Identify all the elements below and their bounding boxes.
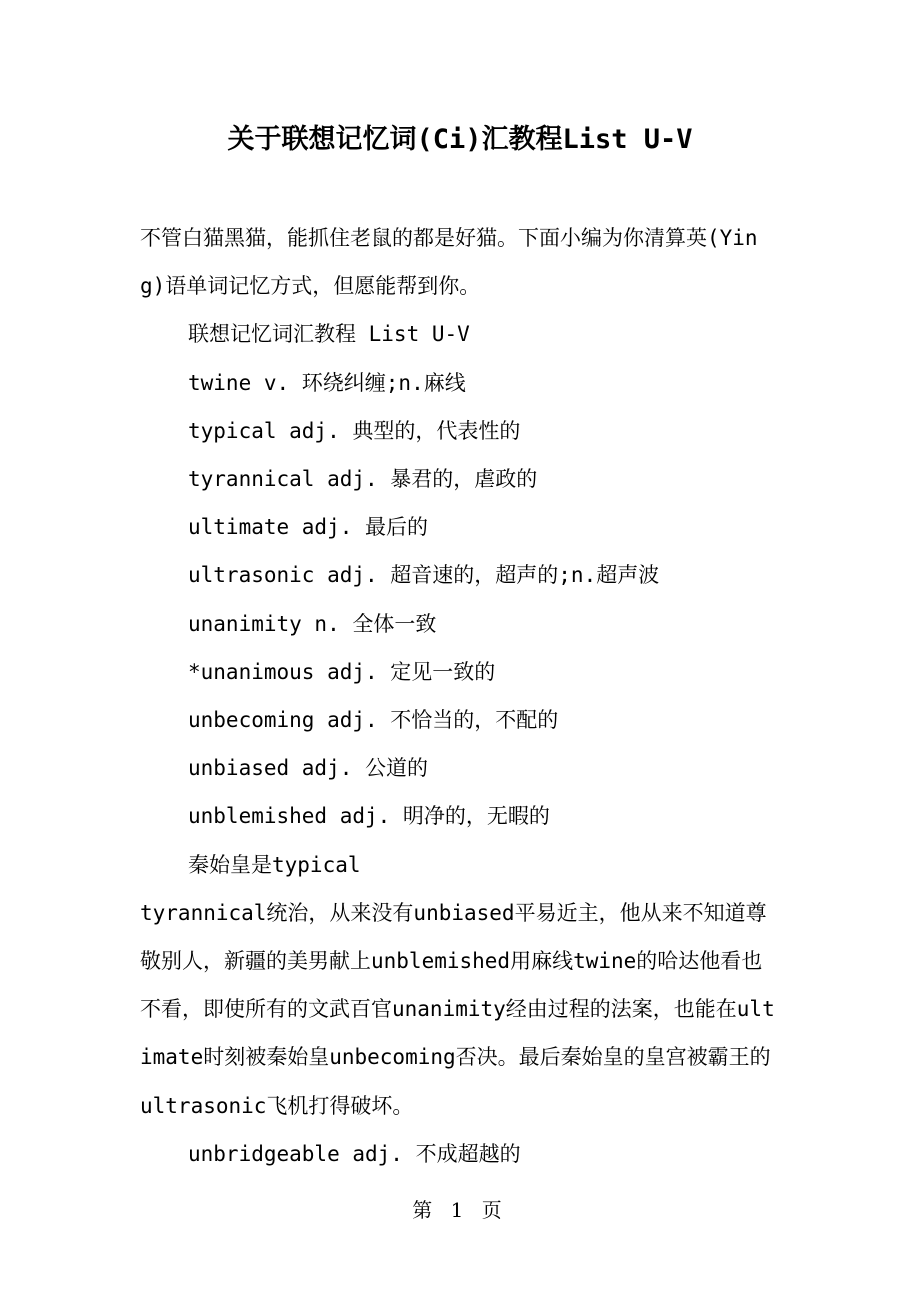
vocab-entry: unbridgeable adj. 不成超越的 <box>188 1141 521 1166</box>
vocab-entry: unbecoming adj. 不恰当的，不配的 <box>188 708 559 733</box>
vocab-entry: unbiased adj. 公道的 <box>188 756 429 781</box>
vocab-entry: typical adj. 典型的，代表性的 <box>188 418 521 443</box>
intro-paragraph: 不管白猫黑猫，能抓住老鼠的都是好猫。下面小编为你清算英(Ying)语单词记忆方式，但愿能帮到你。 <box>140 226 758 299</box>
vocab-entry: ultrasonic adj. 超音速的，超声的;n.超声波 <box>188 563 660 588</box>
vocab-entry: ultimate adj. 最后的 <box>188 515 429 540</box>
vocab-entry: unblemished adj. 明净的，无暇的 <box>188 804 550 829</box>
vocab-entry: unanimity n. 全体一致 <box>188 611 437 636</box>
page-number: 第 1 页 <box>412 1198 508 1222</box>
document-body <box>140 214 780 1178</box>
story-first-line: 秦始皇是typical <box>188 852 361 877</box>
section-heading: 联想记忆词汇教程 List U-V <box>188 322 470 347</box>
vocab-entry: twine v. 环绕纠缠;n.麻线 <box>188 370 466 395</box>
story-paragraph: tyrannical统治，从来没有unbiased平易近主，他从来不知道尊敬别人，新疆的美男献上unblemished用麻线twine的哈达他看也不看，即使所有的文武百官unanimity经由过程的法案，也能在ultimate时刻被秦始皇unbecoming否决。最后秦始皇的皇宫被霸王的ultrasonic飞机打得破坏。 <box>140 900 775 1118</box>
document-title: 关于联想记忆词(Ci)汇教程List U-V <box>227 124 693 155</box>
vocab-entry: tyrannical adj. 暴君的，虐政的 <box>188 467 538 492</box>
vocab-entry: *unanimous adj. 定见一致的 <box>188 659 496 684</box>
